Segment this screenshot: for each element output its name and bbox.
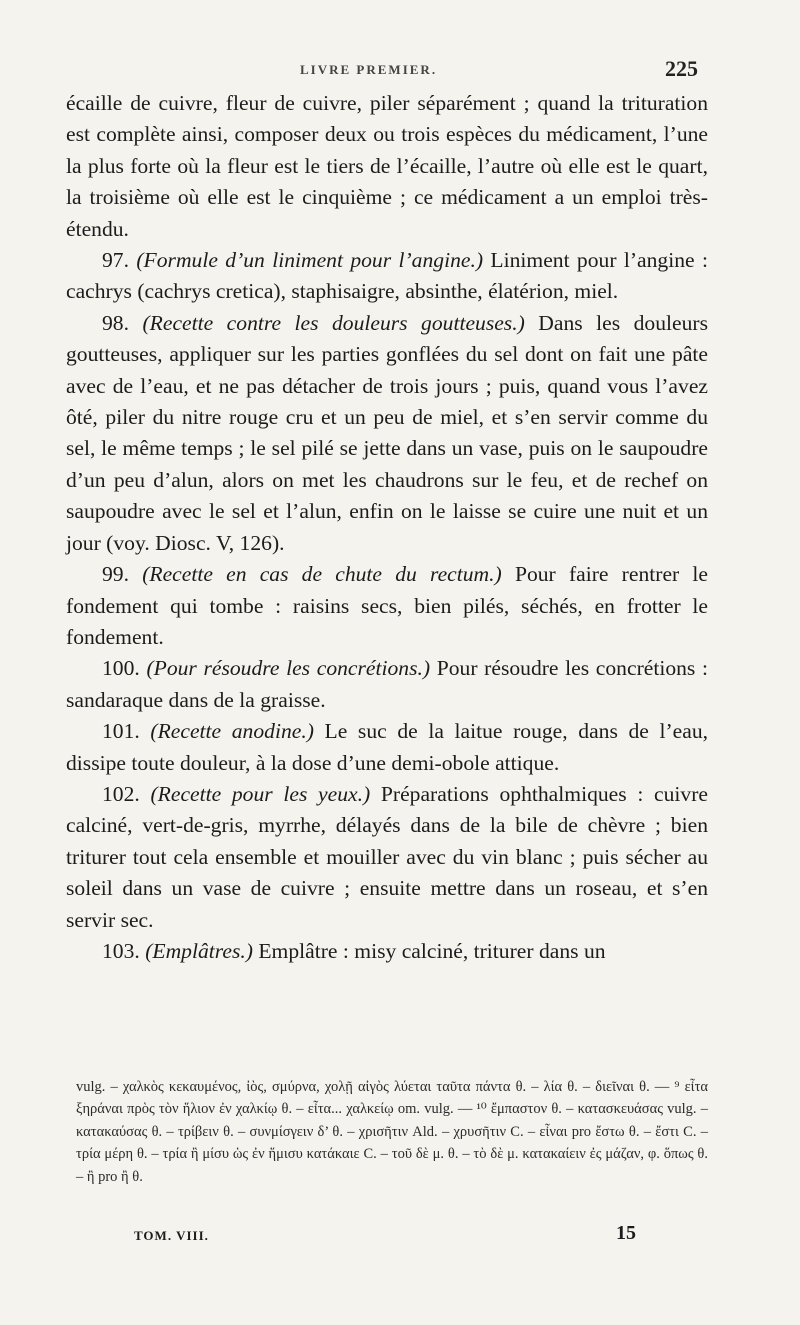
entry-number: 98. — [102, 310, 129, 335]
entry-title: (Recette pour les yeux.) — [150, 781, 371, 806]
entry-text: Le suc de la laitue rouge, dans de l’eau, dissipe toute douleur, à la dose d’une demi-obole attique. — [66, 719, 709, 775]
entry-number: 100. — [102, 656, 140, 681]
page-number: 225 — [665, 56, 698, 81]
critical-apparatus-notes — [76, 1076, 708, 1188]
lead-paragraph: écaille de cuivre, fleur de cuivre, piler séparément ; quand la trituration est complète ainsi, composer deux ou trois espèces du médicament, l’une la plus forte où la fleur est le tiers de l’écaille, l’autre où elle est le quart, la troisième où elle est le cinquième ; ce médicament a un emploi très-étendu. — [66, 91, 708, 241]
entry-text: Pour faire rentrer le fondement qui tombe : raisins secs, bien pilés, séchés, en frotter le fondement. — [66, 562, 709, 649]
entry-102 — [66, 779, 708, 936]
entry-text: Préparations ophthalmiques : cuivre calciné, vert-de-gris, myrrhe, délayés dans de la bile de chèvre ; bien triturer tout cela ensemble et mouiller avec du vin blanc ; puis sécher au soleil dans un vase de cuivre ; ensuite mettre dans un roseau, et s’en servir sec. — [66, 781, 708, 932]
entry-99 — [66, 559, 708, 653]
entry-number: 101. — [102, 719, 140, 744]
entry-98 — [66, 308, 708, 559]
entry-97 — [66, 245, 708, 308]
entry-title: (Recette anodine.) — [150, 719, 314, 744]
page-header — [70, 54, 700, 84]
entry-number: 103. — [102, 938, 140, 963]
entry-101 — [66, 716, 708, 779]
entry-number: 99. — [102, 562, 129, 587]
main-text — [66, 88, 708, 967]
entry-title: (Recette en cas de chute du rectum.) — [142, 562, 502, 587]
entry-title: (Emplâtres.) — [145, 938, 253, 963]
entry-103 — [66, 936, 708, 967]
sheet-number: 15 — [616, 1222, 636, 1244]
entry-100 — [66, 653, 708, 716]
volume-signature: TOM. VIII. — [134, 1228, 209, 1243]
notes-text: vulg. – χαλκὸς κεκαυμένος, ἰὸς, σμύρνα, χολῇ αἰγὸς λύεται ταῦτα πάντα θ. – λία θ. – διεῖναι θ. — ⁹ εἶτα ξηράναι πρὸς τὸν ἥλιον ἐν χαλκίῳ θ. – εἶτα... χαλκείῳ om. vulg. — ¹⁰ ἔμπαστον θ. – κατασκευάσας vulg. – κατακαύσας θ. – τρίβειν θ. – συνμίσγειν δ’ θ. – χρισῆτιν Ald. – χρυσῆτιν C. – εἶναι pro ἔστω θ. – ἔστι C. – τρία μέρη θ. – τρία ἢ μίσυ ὡς ἐν ἥμισυ κατάκαιε C. – τοῦ δὲ μ. θ. – τὸ δὲ μ. κατακαίειν ἐς μάζαν, φ. ὅπως θ. – ἢ pro ἢ θ. — [76, 1079, 708, 1185]
entry-title: (Recette contre les douleurs goutteuses.) — [142, 310, 525, 335]
entry-text: Pour résoudre les concrétions : sandaraque dans de la graisse. — [66, 656, 708, 712]
entry-text: Liniment pour l’angine : cachrys (cachrys cretica), staphisaigre, absinthe, élatérion, miel. — [66, 248, 708, 304]
entry-number: 102. — [102, 781, 140, 806]
entry-title: (Formule d’un liniment pour l’angine.) — [136, 248, 484, 273]
entry-text: Dans les douleurs goutteuses, appliquer sur les parties gonflées du sel dont on fait une pâte avec de l’eau, et ne pas détacher de trois jours ; puis, quand vous l’avez ôté, piler du nitre rouge cru et un peu de miel, et s’en servir comme du sel, le même temps ; le sel pilé se jette dans un vase, puis on le saupoudre d’un peu d’alun, alors on met les chaudrons sur le feu, et de rechef on saupoudre avec le sel et l’alun, enfin on le laisse se cuire une nuit et un jour (voy. Diosc. V, 126). — [66, 310, 708, 555]
entry-text: Emplâtre : misy calciné, triturer dans un — [258, 938, 606, 963]
running-title: LIVRE PREMIER. — [300, 62, 438, 77]
entry-title: (Pour résoudre les concrétions.) — [146, 656, 431, 681]
entry-number: 97. — [102, 248, 129, 273]
page-footer — [134, 1222, 654, 1250]
